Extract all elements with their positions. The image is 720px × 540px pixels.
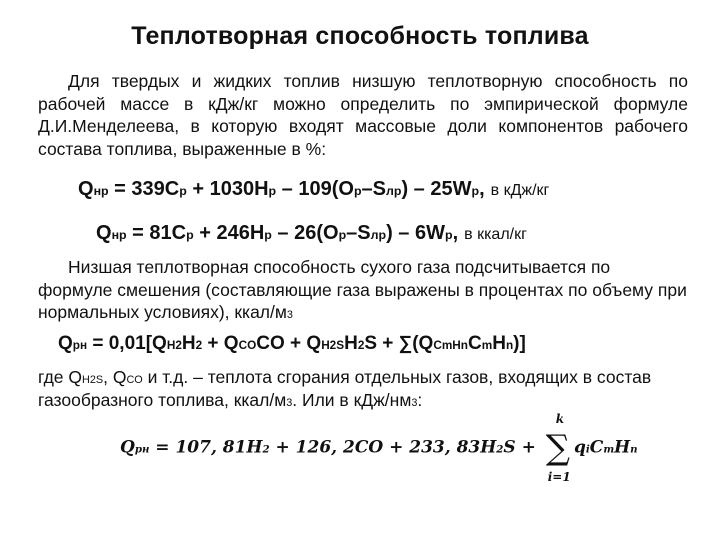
intro-text: Для твердых и жидких топлив низшую теплотворную способность по рабочей массе в кДж/кг можно определить по эмпирической формуле Д.И.Менделеева, в которую входят массовые доли компонентов рабочего состава топлива, выраженные в %:	[38, 71, 688, 159]
summation-sign: ∑ k i=1	[545, 412, 571, 484]
gas-mixing-formula: $Q^р_н = 0,01[Q_{H2}H_2 + Q_{CO}CO + Q_{H2S}H_2S + \sum(Q_{CmHn}C_mH_n)]$	[58, 333, 526, 354]
gas-paragraph: Низшая теплотворная способность сухого газа подсчитывается по формуле смешения (составляющие газа выражены в процентах по объему при нормальных условиях), ккал/$м^3$	[38, 257, 687, 322]
mendeleev-formula-kcal: $Q_н^р = 81C^р + 246H^р - 26(O^р-S_л^р) - 6W^р$, в ккал/кг	[96, 222, 527, 244]
intro-paragraph	[38, 70, 688, 160]
gas-formula-kj: $Q^р_н = 107$, $81H_2 + 126$, 2CO + 233, $83H_2S$ + ∑ k i=1 $q_iC_mH_n$	[120, 412, 638, 484]
mendeleev-formula-kj: $Q_н^р = 339C^р + 1030H^р - 109(O^р-S_л^р) - 25W^р$, в кДж/кг	[78, 178, 550, 200]
unit-kj: в кДж/кг	[490, 182, 550, 199]
gas-text: Низшая теплотворная способность сухого газа подсчитывается по формуле смешения (составляющие газа выражены в процентах по объему при нормальных условиях), ккал/м	[38, 257, 687, 322]
page-title: Теплотворная способность топлива	[131, 22, 589, 50]
where-paragraph: где $Q_{H2S}$, $Q_{CO}$ и т.д. – теплота сгорания отдельных газов, входящих в состав газообразного топлива, ккал/$м^3$. Или в кДж/$нм^3$:	[38, 367, 652, 410]
unit-kcal: в ккал/кг	[464, 226, 527, 243]
